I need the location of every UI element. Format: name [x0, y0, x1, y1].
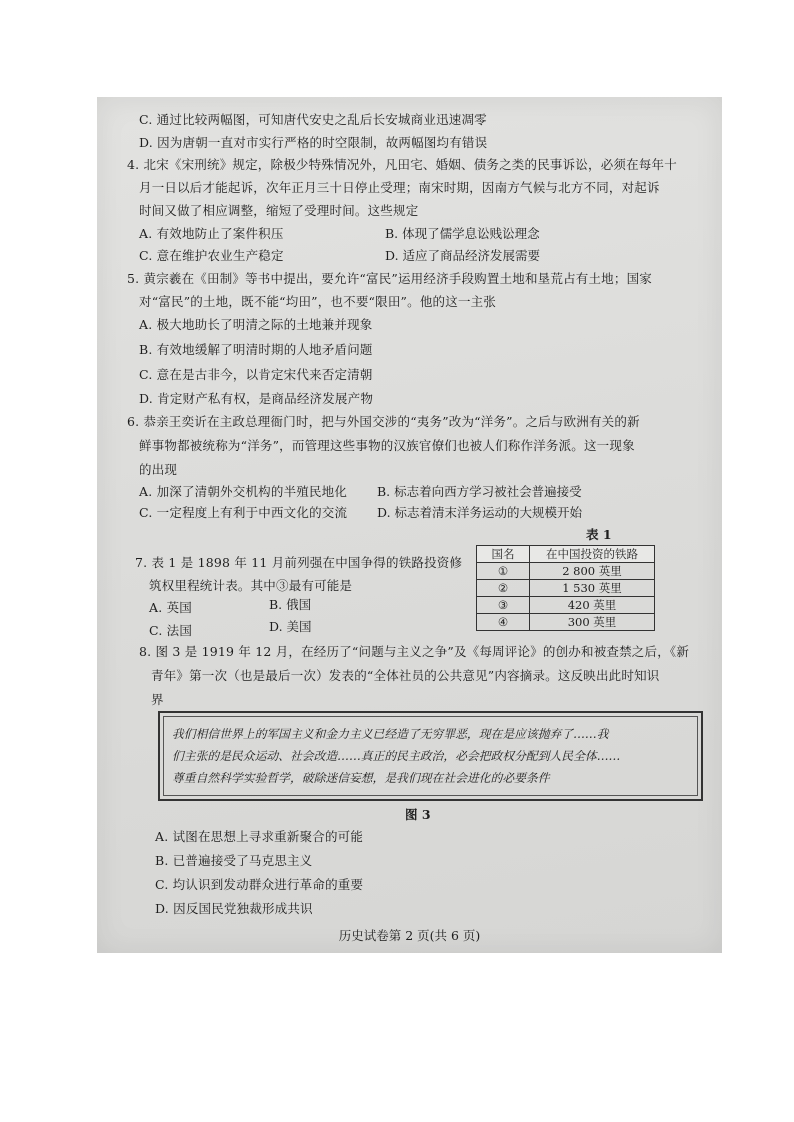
figure3-quote-box — [158, 711, 703, 801]
q7-stem-line2: 筑权里程统计表。其中③最有可能是 — [149, 578, 353, 593]
table-row — [477, 563, 655, 580]
q8-option-a: A. 试图在思想上寻求重新聚合的可能 — [155, 829, 364, 844]
q5-option-b: B. 有效地缓解了明清时期的人地矛盾问题 — [139, 342, 373, 357]
q5-option-c: C. 意在是古非今，以肯定宋代来否定清朝 — [139, 367, 373, 382]
table-cell-country: ① — [477, 563, 530, 580]
q5-option-a: A. 极大地助长了明清之际的土地兼并现象 — [139, 317, 373, 332]
figure3-quote-line3: 尊重自然科学实验哲学，破除迷信妄想，是我们现在社会进化的必要条件 — [172, 771, 550, 785]
q4-stem-line2: 月一日以后才能起诉，次年正月三十日停止受理；南宋时期，因南方气候与北方不同，对起诉 — [139, 180, 660, 195]
q4-option-b: B. 体现了儒学息讼贱讼理念 — [385, 226, 540, 241]
table1 — [476, 545, 655, 631]
q8-stem-line3: 界 — [151, 692, 164, 707]
table-header-country: 国名 — [477, 546, 530, 563]
q4-stem-line3: 时间又做了相应调整，缩短了受理时间。这些规定 — [139, 203, 419, 218]
q8-option-b: B. 已普遍接受了马克思主义 — [155, 853, 313, 868]
table-cell-mileage: 300 英里 — [530, 614, 655, 631]
q6-stem-line1: 6. 恭亲王奕䜣在主政总理衙门时，把与外国交涉的“夷务”改为“洋务”。之后与欧洲有关的新 — [127, 414, 640, 429]
q6-option-a: A. 加深了清朝外交机构的半殖民地化 — [139, 484, 348, 499]
figure3-quote-line1: 我们相信世界上的军国主义和金力主义已经造了无穷罪恶，现在是应该抛弃了……我 — [172, 727, 609, 741]
table-cell-mileage: 2 800 英里 — [530, 563, 655, 580]
q4-option-d: D. 适应了商品经济发展需要 — [385, 248, 541, 263]
figure3-quote-line2: 们主张的是民众运动、社会改造……真正的民主政治，必会把政权分配到人民全体…… — [172, 749, 621, 763]
q7-option-b: B. 俄国 — [269, 597, 312, 612]
exam-page — [97, 97, 722, 953]
q5-stem-line1: 5. 黄宗羲在《田制》等书中提出，要允许“富民”运用经济手段购置土地和垦荒占有土地；国家 — [127, 271, 652, 286]
q5-option-d: D. 肯定财产私有权，是商品经济发展产物 — [139, 391, 374, 406]
q8-option-c: C. 均认识到发动群众进行革命的重要 — [155, 877, 364, 892]
q8-stem-line2: 青年》第一次（也是最后一次）发表的“全体社员的公共意见”内容摘录。这反映出此时知识 — [151, 668, 660, 683]
table-row — [477, 597, 655, 614]
table-row — [477, 580, 655, 597]
table1-caption: 表 1 — [586, 527, 612, 542]
q6-option-b: B. 标志着向西方学习被社会普遍接受 — [377, 484, 582, 499]
table-cell-mileage: 420 英里 — [530, 597, 655, 614]
table-cell-mileage: 1 530 英里 — [530, 580, 655, 597]
q3-option-c: C. 通过比较两幅图，可知唐代安史之乱后长安城商业迅速凋零 — [139, 112, 487, 127]
table-cell-country: ③ — [477, 597, 530, 614]
q6-stem-line3: 的出现 — [139, 462, 178, 477]
figure3-caption: 图 3 — [405, 807, 431, 822]
q4-option-c: C. 意在维护农业生产稳定 — [139, 248, 284, 263]
table-header-row — [477, 546, 655, 563]
q7-stem-line1: 7. 表 1 是 1898 年 11 月前列强在中国争得的铁路投资修 — [135, 555, 463, 570]
q7-option-a: A. 英国 — [149, 600, 192, 615]
table-row — [477, 614, 655, 631]
table-header-railway: 在中国投资的铁路 — [530, 546, 655, 563]
table-cell-country: ② — [477, 580, 530, 597]
q5-stem-line2: 对“富民”的土地，既不能“均田”，也不要“限田”。他的这一主张 — [139, 294, 497, 309]
q8-option-d: D. 因反国民党独裁形成共识 — [155, 901, 313, 916]
q8-stem-line1: 8. 图 3 是 1919 年 12 月，在经历了“问题与主义之争”及《每周评论》的创办和被查禁之后，《新 — [139, 644, 690, 659]
q7-option-c: C. 法国 — [149, 623, 193, 638]
q4-option-a: A. 有效地防止了案件积压 — [139, 226, 284, 241]
q6-option-c: C. 一定程度上有利于中西文化的交流 — [139, 505, 348, 520]
q7-option-d: D. 美国 — [269, 619, 312, 634]
q3-option-d: D. 因为唐朝一直对市实行严格的时空限制，故两幅图均有错误 — [139, 135, 488, 150]
q6-stem-line2: 鲜事物都被统称为“洋务”，而管理这些事物的汉族官僚们也被人们称作洋务派。这一现象 — [139, 438, 635, 453]
page-footer: 历史试卷第 2 页(共 6 页) — [338, 928, 481, 943]
q4-stem-line1: 4. 北宋《宋刑统》规定，除极少特殊情况外，凡田宅、婚姻、债务之类的民事诉讼，必须在每年十 — [127, 157, 677, 172]
table-cell-country: ④ — [477, 614, 530, 631]
q6-option-d: D. 标志着清末洋务运动的大规模开始 — [377, 505, 583, 520]
